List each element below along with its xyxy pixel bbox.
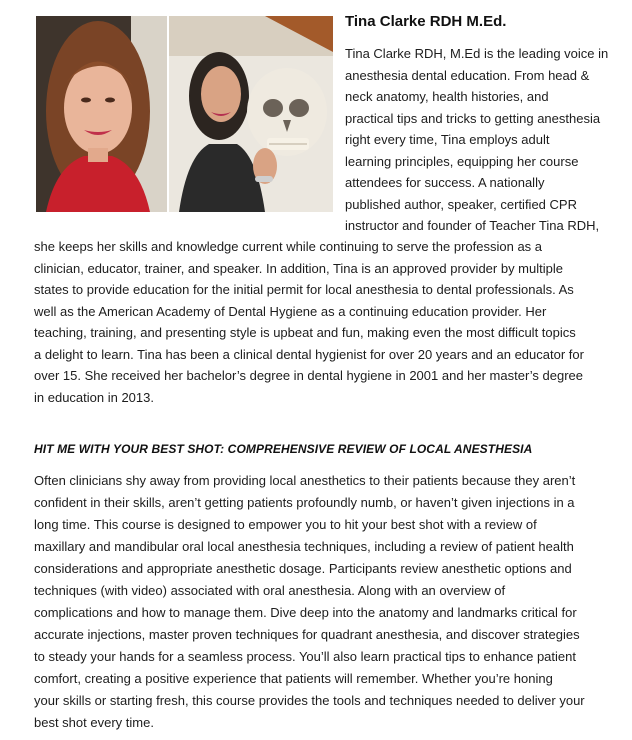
bio-line: right every time, Tina employs adult [345, 132, 550, 147]
skull-photo [169, 16, 333, 212]
bio-body [34, 236, 619, 408]
bio-line: learning principles, equipping her course [345, 153, 579, 169]
bio-line: attendees for success. A nationally [345, 175, 545, 190]
course-line: confident in their skills, aren’t getting patients profoundly numb, or haven’t given injections in a [34, 495, 575, 510]
course-line: complications and how to manage them. Dive deep into the anatomy and landmarks critical for [34, 605, 577, 620]
bio-line: Tina Clarke RDH, M.Ed is the leading voice in [345, 46, 609, 61]
course-description [34, 470, 624, 734]
course-line: best shot every time. [34, 715, 154, 730]
bio-line: instructor and founder of Teacher Tina RDH, [345, 218, 600, 233]
bio-line: a delight to learn. Tina has been a clinical dental hygienist for over 20 years and an educator for [34, 346, 584, 362]
bio-line: in education in 2013. [34, 389, 154, 405]
portrait-illustration [36, 16, 167, 212]
course-line: techniques (with video) associated with oral anesthesia. Along with an overview of [34, 583, 506, 598]
course-line: long time. This course is designed to empower you to hit your best shot with a review of [34, 517, 537, 532]
skull-illustration [169, 16, 333, 212]
bio-line: states to provide education for the initial permit for local anesthesia to dental professionals. As [34, 282, 574, 297]
course-line: maxillary and mandibular oral local anesthesia techniques, including a review of patient health [34, 539, 574, 554]
course-title: HIT ME WITH YOUR BEST SHOT: COMPREHENSIVE REVIEW OF LOCAL ANESTHESIA [34, 442, 533, 456]
course-line: Often clinicians shy away from providing local anesthetics to their patients because they aren’t [34, 473, 576, 488]
instructor-photos [36, 16, 333, 212]
course-line: considerations and appropriate anesthetic dosage. Participants review anesthetic options and [34, 561, 572, 576]
instructor-name: Tina Clarke RDH M.Ed. [345, 13, 507, 30]
bio-line: well as the American Academy of Dental Hygiene as a continuing education provider. Her [34, 303, 547, 319]
course-line: to steady your hands for a seamless process. You’ll also learn practical tips to enhance patient [34, 649, 576, 664]
bio-line: published author, speaker, certified CPR [345, 196, 577, 212]
bio-line: practical tips and tricks to getting anesthesia [345, 110, 601, 126]
bio-line: she keeps her skills and knowledge current while continuing to serve the profession as a [34, 239, 543, 254]
bio-line: teaching, training, and presenting style is upbeat and fun, making even the most difficult topics [34, 325, 576, 340]
bio-line: clinician, educator, trainer, and speaker. In addition, Tina is an approved provider by multiple [34, 260, 563, 276]
portrait-photo [36, 16, 167, 212]
course-line: comfort, creating a positive experience that patients will remember. Whether you’re honing [34, 671, 553, 686]
course-line: accurate injections, master proven techniques for quadrant anesthesia, and discover strategies [34, 627, 580, 642]
bio-line: neck anatomy, health histories, and [345, 89, 549, 104]
course-line: your skills or starting fresh, this course provides the tools and techniques needed to deliver your [34, 693, 585, 708]
bio-line: anesthesia dental education. From head & [345, 67, 590, 83]
bio-intro [345, 43, 615, 237]
bio-line: over 15. She received her bachelor’s degree in dental hygiene in 2001 and her master’s degree [34, 368, 584, 383]
